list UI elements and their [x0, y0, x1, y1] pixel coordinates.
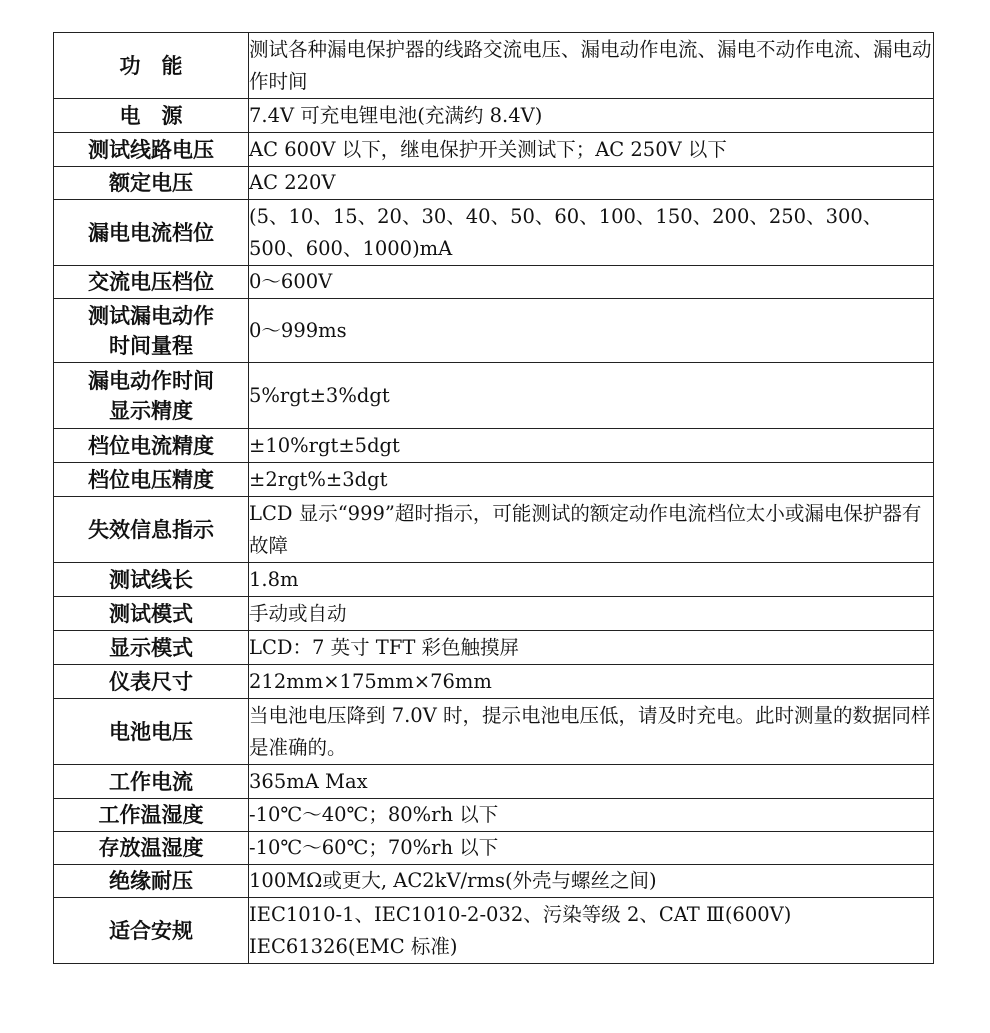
- spec-label: 测试线路电压: [54, 133, 249, 167]
- spec-value: 0～999ms: [249, 299, 934, 363]
- spec-label: 绝缘耐压: [54, 865, 249, 898]
- spec-label: 适合安规: [54, 898, 249, 964]
- spec-label: 电池电压: [54, 699, 249, 765]
- spec-value: 测试各种漏电保护器的线路交流电压、漏电动作电流、漏电不动作电流、漏电动作时间: [249, 33, 934, 99]
- spec-value: -10℃～60℃；70%rh 以下: [249, 832, 934, 865]
- spec-row: [54, 699, 934, 765]
- spec-row: [54, 799, 934, 832]
- spec-table: [53, 32, 934, 964]
- spec-label: 额定电压: [54, 167, 249, 200]
- spec-row: [54, 865, 934, 898]
- spec-row: [54, 898, 934, 964]
- spec-label: 电 源: [54, 99, 249, 133]
- spec-label: 测试模式: [54, 597, 249, 631]
- spec-label: 漏电电流档位: [54, 200, 249, 266]
- spec-value: 365mA Max: [249, 765, 934, 799]
- spec-value: 0～600V: [249, 266, 934, 299]
- spec-value: 7.4V 可充电锂电池(充满约 8.4V): [249, 99, 934, 133]
- spec-value: LCD：7 英寸 TFT 彩色触摸屏: [249, 631, 934, 665]
- spec-label: 交流电压档位: [54, 266, 249, 299]
- spec-label: 失效信息指示: [54, 497, 249, 563]
- spec-row: [54, 429, 934, 463]
- spec-value: IEC1010-1、IEC1010-2-032、污染等级 2、CAT Ⅲ(600V) IEC61326(EMC 标准): [249, 898, 934, 964]
- spec-label: 功 能: [54, 33, 249, 99]
- spec-label: 显示模式: [54, 631, 249, 665]
- spec-value: 212mm×175mm×76mm: [249, 665, 934, 699]
- spec-label: 工作电流: [54, 765, 249, 799]
- spec-row: [54, 200, 934, 266]
- spec-row: [54, 463, 934, 497]
- spec-value: ±10%rgt±5dgt: [249, 429, 934, 463]
- spec-value: 5%rgt±3%dgt: [249, 363, 934, 429]
- spec-value: AC 600V 以下，继电保护开关测试下；AC 250V 以下: [249, 133, 934, 167]
- spec-label: 工作温湿度: [54, 799, 249, 832]
- spec-label: 档位电压精度: [54, 463, 249, 497]
- spec-label: 漏电动作时间显示精度: [54, 363, 249, 429]
- spec-row: [54, 266, 934, 299]
- spec-row: [54, 363, 934, 429]
- spec-row: [54, 133, 934, 167]
- spec-value: 100MΩ或更大, AC2kV/rms(外壳与螺丝之间): [249, 865, 934, 898]
- spec-row: [54, 99, 934, 133]
- spec-row: [54, 563, 934, 597]
- spec-row: [54, 765, 934, 799]
- spec-value: 手动或自动: [249, 597, 934, 631]
- spec-label: 测试漏电动作时间量程: [54, 299, 249, 363]
- spec-label: 档位电流精度: [54, 429, 249, 463]
- spec-value: (5、10、15、20、30、40、50、60、100、150、200、250、300、500、600、1000)mA: [249, 200, 934, 266]
- spec-row: [54, 597, 934, 631]
- spec-value: 当电池电压降到 7.0V 时，提示电池电压低，请及时充电。此时测量的数据同样是准确的。: [249, 699, 934, 765]
- spec-value: ±2rgt%±3dgt: [249, 463, 934, 497]
- spec-row: [54, 665, 934, 699]
- spec-value: AC 220V: [249, 167, 934, 200]
- spec-row: [54, 167, 934, 200]
- spec-row: [54, 299, 934, 363]
- spec-label: 测试线长: [54, 563, 249, 597]
- spec-row: [54, 33, 934, 99]
- spec-row: [54, 832, 934, 865]
- spec-label: 存放温湿度: [54, 832, 249, 865]
- spec-row: [54, 631, 934, 665]
- spec-value: 1.8m: [249, 563, 934, 597]
- spec-value: LCD 显示“999”超时指示，可能测试的额定动作电流档位太小或漏电保护器有故障: [249, 497, 934, 563]
- spec-label: 仪表尺寸: [54, 665, 249, 699]
- spec-value: -10℃～40℃；80%rh 以下: [249, 799, 934, 832]
- spec-row: [54, 497, 934, 563]
